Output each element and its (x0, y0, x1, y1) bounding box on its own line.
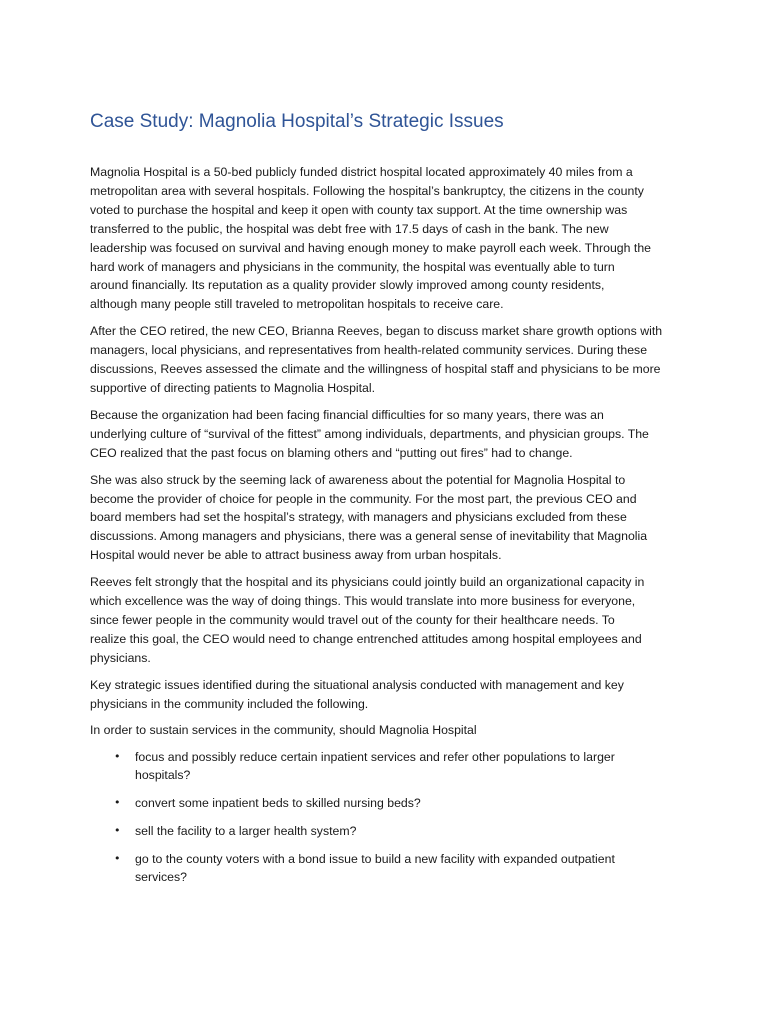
paragraph-line: CEO realized that the past focus on blaming others and “putting out fires” had to change. (90, 445, 573, 460)
body-paragraph (90, 471, 682, 566)
document-body (90, 163, 682, 896)
paragraph-line: underlying culture of “survival of the fittest” among individuals, departments, and physician groups. The (90, 426, 649, 441)
paragraph-line: which excellence was the way of doing things. This would translate into more business for everyone, (90, 594, 636, 609)
paragraph-line: discussions. Among managers and physicians, there was a general sense of inevitability that Magnolia (90, 529, 648, 544)
bullet-icon: • (114, 852, 121, 866)
list-item-line: focus and possibly reduce certain inpatient services and refer other populations to larger (135, 750, 615, 765)
paragraph-line: since fewer people in the community would travel out of the county for their healthcare needs. To (90, 612, 615, 627)
paragraph-line: She was also struck by the seeming lack of awareness about the potential for Magnolia Hospital to (90, 472, 626, 487)
paragraph-line: Key strategic issues identified during the situational analysis conducted with management and key (90, 677, 624, 692)
paragraph-line: physicians. (90, 650, 151, 665)
paragraph-line: voted to purchase the hospital and keep it open with county tax support. At the time ownership was (90, 202, 628, 217)
paragraph-line: board members had set the hospital’s strategy, with managers and physicians excluded from these (90, 510, 627, 525)
paragraph-line: Magnolia Hospital is a 50-bed publicly funded district hospital located approximately 40 miles from a (90, 165, 633, 179)
body-paragraph (90, 163, 682, 314)
list-item (90, 748, 682, 784)
paragraph-line: supportive of directing patients to Magnolia Hospital. (90, 380, 376, 395)
list-item (90, 794, 682, 812)
paragraph-line: managers, local physicians, and representatives from health-related community services. During these (90, 343, 648, 358)
list-item (90, 850, 682, 886)
paragraph-line: Because the organization had been facing financial difficulties for so many years, there was an (90, 407, 604, 422)
body-paragraph (90, 721, 682, 740)
paragraph-line: transferred to the public, the hospital was debt free with 17.5 days of cash in the bank. The new (90, 221, 609, 236)
body-paragraph (90, 322, 682, 398)
paragraph-line: leadership was focused on survival and having enough money to make payroll each week. Through the (90, 240, 651, 255)
list-item-line: go to the county voters with a bond issue to build a new facility with expanded outpatient (135, 852, 615, 867)
body-paragraph (90, 573, 682, 668)
list-item-line: convert some inpatient beds to skilled nursing beds? (135, 796, 421, 811)
body-paragraph (90, 676, 682, 714)
bullet-icon: • (114, 750, 121, 764)
list-item-text (135, 850, 682, 886)
strategic-options-list (90, 748, 682, 886)
paragraph-line: In order to sustain services in the community, should Magnolia Hospital (90, 723, 477, 738)
paragraph-line: discussions, Reeves assessed the climate and the willingness of hospital staff and physicians to be more (90, 362, 661, 377)
body-paragraph (90, 406, 682, 463)
paragraph-line: hard work of managers and physicians in the community, the hospital was eventually able to turn (90, 259, 615, 274)
list-item-text (135, 822, 682, 840)
bullet-icon: • (114, 796, 121, 810)
document-title: Case Study: Magnolia Hospital’s Strategic Issues (90, 111, 504, 132)
paragraph-line: realize this goal, the CEO would need to change entrenched attitudes among hospital employees and (90, 631, 642, 646)
paragraph-line: become the provider of choice for people in the community. For the most part, the previous CEO and (90, 491, 637, 506)
paragraph-line: physicians in the community included the following. (90, 696, 369, 711)
paragraph-line: After the CEO retired, the new CEO, Brianna Reeves, began to discuss market share growth options with (90, 324, 663, 339)
paragraph-line: Hospital would never be able to attract business away from urban hospitals. (90, 548, 502, 563)
paragraph-line: around financially. Its reputation as a quality provider slowly improved among county residents, (90, 278, 605, 293)
list-item (90, 822, 682, 840)
list-item-text (135, 794, 682, 812)
list-item-text (135, 748, 682, 784)
paragraph-line: although many people still traveled to metropolitan hospitals to receive care. (90, 297, 504, 312)
list-item-line: sell the facility to a larger health system? (135, 824, 357, 839)
bullet-icon: • (114, 824, 121, 838)
paragraph-line: metropolitan area with several hospitals. Following the hospital’s bankruptcy, the citizens in the county (90, 183, 644, 198)
list-item-line: hospitals? (135, 768, 191, 783)
list-item-line: services? (135, 870, 187, 885)
paragraph-line: Reeves felt strongly that the hospital and its physicians could jointly build an organizational capacity in (90, 575, 645, 590)
